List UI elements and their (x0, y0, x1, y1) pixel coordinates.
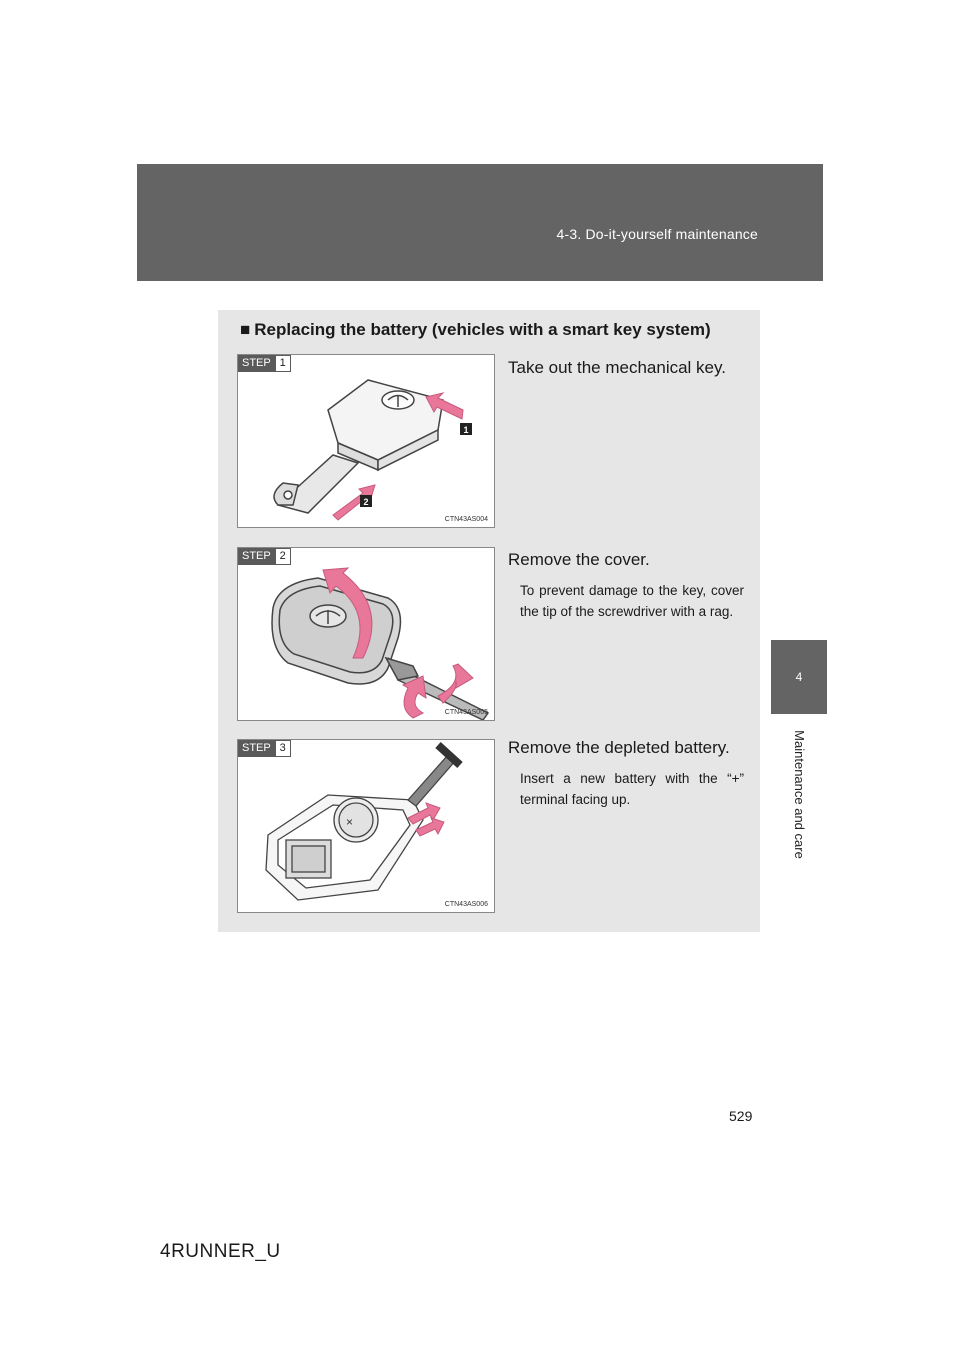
step-2-note: To prevent damage to the key, cover the tip of the screwdriver with a rag. (520, 583, 744, 619)
content-title-text: Replacing the battery (vehicles with a smart key system) (254, 320, 711, 339)
figure-code: CTN43AS004 (444, 516, 488, 523)
chapter-tab-label-text: Maintenance and care (791, 729, 807, 859)
step-label: STEP (238, 548, 275, 565)
step-label: STEP (238, 355, 275, 372)
key-fob-battery-illustration (238, 740, 494, 912)
step-1-figure (237, 354, 495, 528)
chapter-tab-number: 4 (771, 640, 827, 714)
step-1-heading: Take out the mechanical key. (508, 358, 726, 377)
content-box (218, 310, 760, 932)
page-number: 529 (729, 1108, 753, 1124)
step-2-text (508, 550, 744, 622)
step-3-figure (237, 739, 495, 913)
step-3-text (508, 738, 744, 810)
step-2-figure (237, 547, 495, 721)
header-band (137, 164, 823, 281)
step-number: 2 (275, 548, 291, 565)
bullet-square-icon: ■ (240, 320, 251, 339)
step-3-badge (238, 740, 291, 757)
figure-code: CTN43AS005 (444, 709, 488, 716)
content-title (240, 320, 711, 340)
callout-1: 1 (463, 425, 469, 435)
step-number: 3 (275, 740, 291, 757)
section-title: 4-3. Do-it-yourself maintenance (556, 226, 758, 242)
chapter-tab-label (771, 714, 827, 874)
step-number: 1 (275, 355, 291, 372)
step-2-badge (238, 548, 291, 565)
callout-2: 2 (363, 497, 369, 507)
svg-text:×: × (346, 815, 354, 829)
figure-code: CTN43AS006 (444, 901, 488, 908)
step-1-text (508, 358, 744, 378)
key-fob-remove-key-illustration (238, 355, 494, 527)
step-3-note: Insert a new battery with the “+” terminal facing up. (520, 771, 744, 807)
step-3-heading: Remove the depleted battery. (508, 738, 730, 757)
step-label: STEP (238, 740, 275, 757)
step-1-badge (238, 355, 291, 372)
document-code: 4RUNNER_U (160, 1241, 281, 1262)
step-2-heading: Remove the cover. (508, 550, 650, 569)
key-fob-remove-cover-illustration (238, 548, 494, 720)
